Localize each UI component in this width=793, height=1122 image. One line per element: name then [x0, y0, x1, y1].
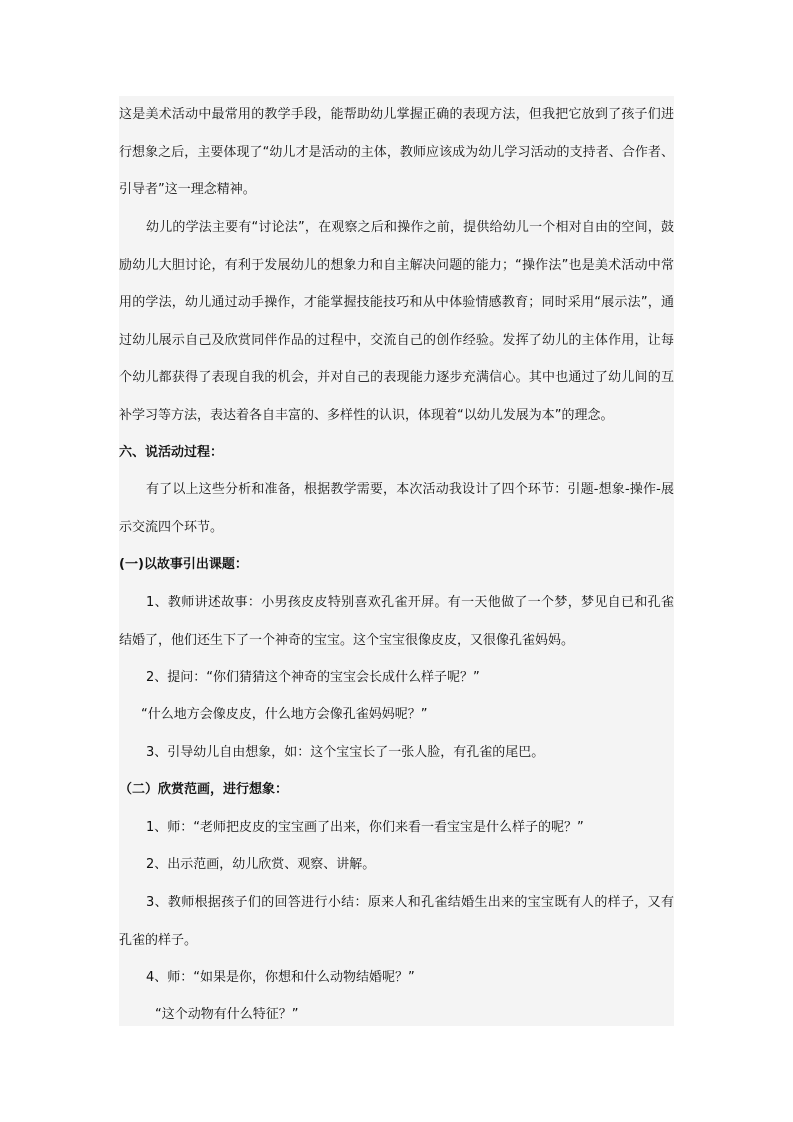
subheading-appreciate-sample: （二）欣赏范画，进行想象： [119, 782, 289, 797]
paragraph-learning-methods: 幼儿的学法主要有“讨论法”，在观察之后和操作之前，提供给幼儿一个相对自由的空间，鼓励幼儿大胆讨论，有利于发展幼儿的想象力和自主解决问题的能力；“操作法”也是美术活动中常用的学法，幼儿通过动手操作，才能掌握技能技巧和从中体验情感教育；同时采用“展示法”，通过幼儿展示自己及欣赏同伴作品的过程中，交流自己的创作经验。发挥了幼儿的主体作用，让每个幼儿都获得了表现自我的机会，并对自己的表现能力逐步充满信心。其中也通过了幼儿间的互补学习等方法，表达着各自丰富的、多样性的认识，体现着“以幼儿发展为本”的理念。 [119, 220, 674, 423]
subheading-story-intro: (一)以故事引出课题： [119, 557, 248, 572]
paragraph-teaching-method: 这是美术活动中最常用的教学手段，能帮助幼儿掌握正确的表现方法，但我把它放到了孩子们进行想象之后，主要体现了“幼儿才是活动的主体，教师应该成为幼儿学习活动的支持者、合作者、引导者”这一理念精神。 [119, 107, 674, 197]
paragraph-question-1: 2、提问：“你们猜猜这个神奇的宝宝会长成什么样子呢？” [146, 670, 480, 685]
paragraph-story-telling: 1、教师讲述故事：小男孩皮皮特别喜欢孔雀开屏。有一天他做了一个梦，梦见自已和孔雀结婚了，他们还生下了一个神奇的宝宝。这个宝宝很像皮皮，又很像孔雀妈妈。 [119, 595, 674, 648]
paragraph-teacher-ask: 4、师：“如果是你，你想和什么动物结婚呢？” [146, 970, 415, 985]
section-heading-activity-process: 六、说活动过程： [119, 445, 224, 460]
paragraph-question-2: “什么地方会像皮皮，什么地方会像孔雀妈妈呢？” [141, 707, 428, 722]
paragraph-process-overview: 有了以上这些分析和准备，根据教学需要，本次活动我设计了四个环节：引题-想象-操作-展示交流四个环节。 [119, 482, 674, 535]
paragraph-guide-imagination: 3、引导幼儿自由想象，如：这个宝宝长了一张人脸，有孔雀的尾巴。 [146, 745, 545, 760]
paragraph-summary: 3、教师根据孩子们的回答进行小结：原来人和孔雀结婚生出来的宝宝既有人的样子，又有孔雀的样子。 [119, 895, 674, 948]
paragraph-animal-feature: “这个动物有什么特征？” [155, 1007, 299, 1022]
document-page [119, 96, 674, 1026]
paragraph-teacher-drew: 1、师：“老师把皮皮的宝宝画了出来，你们来看一看宝宝是什么样子的呢？” [146, 820, 584, 835]
paragraph-show-sample: 2、出示范画，幼儿欣赏、观察、讲解。 [146, 857, 376, 872]
